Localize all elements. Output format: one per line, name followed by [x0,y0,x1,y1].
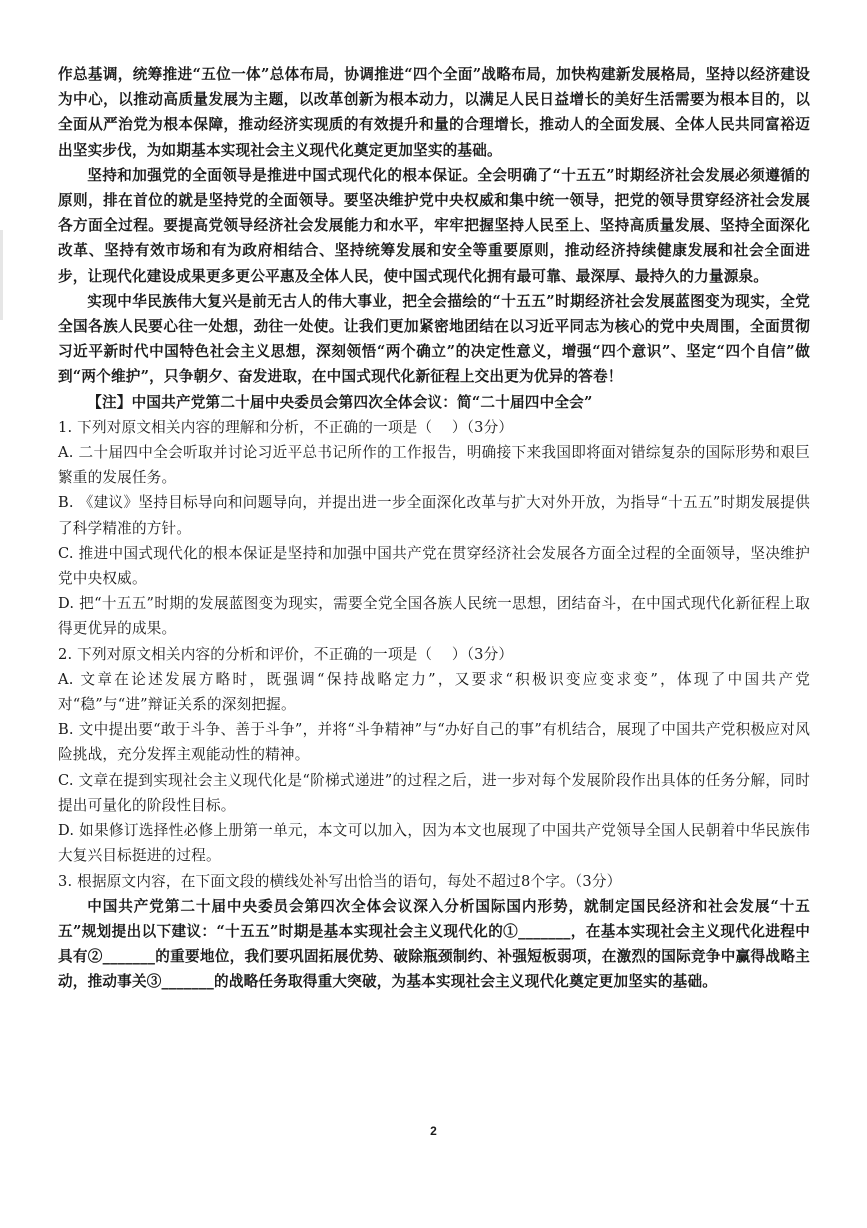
question-2-option-d: D. 如果修订选择性必修上册第一单元，本文可以加入，因为本文也展现了中国共产党领导全国人民朝着中华民族伟大复兴目标挺进的过程。 [58,822,810,865]
passage-paragraph-0: 作总基调，统筹推进“五位一体”总体布局，协调推进“四个全面”战略布局，加快构建新发展格局，坚持以经济建设为中心，以推动高质量发展为主题，以改革创新为根本动力，以满足人民日益增长的美好生活需要为根本目的，以全面从严治党为根本保障，推动经济实现质的有效提升和量的合理增长，推动人的全面发展、全体人民共同富裕迈出坚实步伐，为如期基本实现社会主义现代化奠定更加坚实的基础。 [58,66,810,159]
document-page [58,62,810,995]
question-2-stem: 2. 下列对原文相关内容的分析和评价，不正确的一项是（ ）（3分） [58,645,514,663]
question-1-option-c: C. 推进中国式现代化的根本保证是坚持和加强中国共产党在贯穿经济社会发展各方面全过程的全面领导，坚决维护党中央权威。 [58,544,810,588]
question-1-option-d: D. 把“十五五”时期的发展蓝图变为现实，需要全党全国各族人民统一思想，团结奋斗，在中国式现代化新征程上取得更优异的成果。 [58,595,810,638]
passage-paragraph-2: 实现中华民族伟大复兴是前无古人的伟大事业，把全会描绘的“十五五”时期经济社会发展蓝图变为现实，全党全国各族人民要心往一处想，劲往一处使。让我们更加紧密地团结在以习近平同志为核心的党中央周围，全面贯彻习近平新时代中国特色社会主义思想，深刻领悟“两个确立”的决定性意义，增强“四个意识”、坚定“四个自信”做到“两个维护”，只争朝夕、奋发进取，在中国式现代化新征程上交出更为优异的答卷！ [58,292,810,386]
question-3-text: 中国共产党第二十届中央委员会第四次全体会议深入分析国际国内形势，就制定国民经济和社会发展“十五五”规划提出以下建议：“十五五”时期是基本实现社会主义现代化的①_______，在基本实现社会主义现代化进程中具有②_______的重要地位，我们要巩固拓展优势、破除瓶颈制约、补强短板弱项，在激烈的国际竞争中赢得战略主动，推动事关③_______的战略任务取得重大突破，为基本实现社会主义现代化奠定更加坚实的基础。 [58,897,810,991]
question-2-option-c: C. 文章在提到实现社会主义现代化是“阶梯式递进”的过程之后，进一步对每个发展阶段作出具体的任务分解，同时提出可量化的阶段性目标。 [58,771,810,814]
page-number: 2 [430,1124,437,1138]
passage-paragraph-1: 坚持和加强党的全面领导是推进中国式现代化的根本保证。全会明确了“十五五”时期经济社会发展必须遵循的原则，排在首位的就是坚持党的全面领导。要坚决维护党中央权威和集中统一领导，把党的领导贯穿经济社会发展各方面全过程。要提高党领导经济社会发展能力和水平，牢牢把握坚持人民至上、坚持高质量发展、坚持全面深化改革、坚持有效市场和有为政府相结合、坚持统筹发展和安全等重要原则，推动经济持续健康发展和社会全面进步，让现代化建设成果更多更公平惠及全体人民，使中国式现代化拥有最可靠、最深厚、最持久的力量源泉。 [58,166,810,285]
question-2-option-b: B. 文中提出要“敢于斗争、善于斗争”，并将“斗争精神”与“办好自己的事”有机结合，展现了中国共产党积极应对风险挑战，充分发挥主观能动性的精神。 [58,721,810,764]
passage-note: 【注】中国共产党第二十届中央委员会第四次全体会议：简“二十届四中全会” [87,393,593,411]
scan-edge-mark [0,230,3,320]
question-3-stem: 3. 根据原文内容，在下面文段的横线处补写出恰当的语句，每处不超过8个字。（3分） [58,872,622,890]
question-1-stem: 1. 下列对原文相关内容的理解和分析，不正确的一项是（ ）（3分） [58,418,514,436]
question-1-option-b: B. 《建议》坚持目标导向和问题导向，并提出进一步全面深化改革与扩大对外开放，为指导“十五五”时期发展提供了科学精准的方针。 [58,494,810,537]
question-1-option-a: A. 二十届四中全会听取并讨论习近平总书记所作的工作报告，明确接下来我国即将面对错综复杂的国际形势和艰巨繁重的发展任务。 [58,444,810,487]
question-2-option-a: A. 文章在论述发展方略时，既强调“保持战略定力”，又要求“积极识变应变求变”，体现了中国共产党对“稳”与“进”辩证关系的深刻把握。 [58,670,810,714]
